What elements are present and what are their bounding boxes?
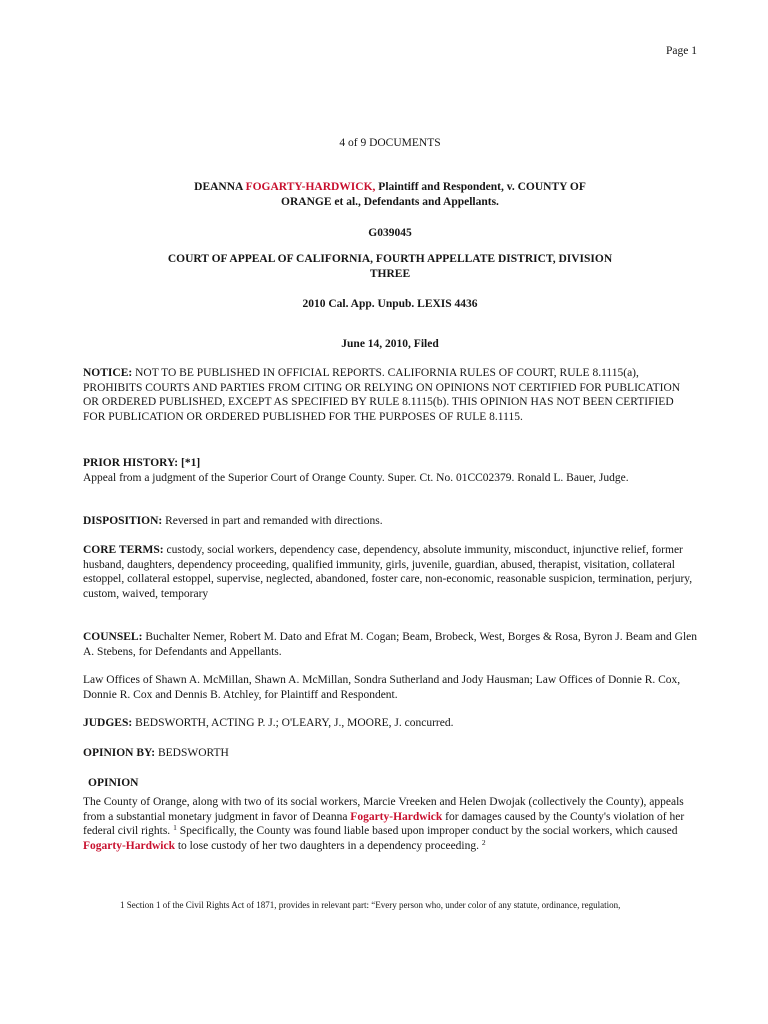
judges-section: [83, 716, 697, 731]
case-title: [83, 180, 697, 209]
counsel-label: COUNSEL:: [83, 631, 143, 643]
prior-history-label: PRIOR HISTORY:: [83, 457, 179, 469]
opinion-text-1: The County of Orange, along with two of its social workers, Marcie Vreeken and Helen Dwojak (collectively the County), appeals from a substantial monetary judgment in favor of Deanna: [83, 796, 684, 823]
prior-history-section: [83, 456, 697, 485]
judges-text: BEDSWORTH, ACTING P. J.; O'LEARY, J., MOORE, J. concurred.: [135, 717, 454, 729]
filed-date: June 14, 2010, Filed: [341, 338, 439, 350]
footnote-1: [120, 900, 686, 912]
notice-label: NOTICE:: [83, 367, 133, 379]
document-counter: 4 of 9 DOCUMENTS: [339, 137, 441, 149]
disposition-text: Reversed in part and remanded with directions.: [165, 515, 383, 527]
opinion-party-highlight-2: Fogarty-Hardwick: [83, 839, 175, 852]
docket-number: G039045: [368, 227, 412, 239]
notice-text: NOT TO BE PUBLISHED IN OFFICIAL REPORTS. CALIFORNIA RULES OF COURT, RULE 8.1115(a), PROHIBITS COURTS AND PARTIES FROM CITING OR RELYING ON OPINIONS NOT CERTIFIED FOR PUBLICATION OR ORDERED PUBLISHED, EXCEPT AS SPECIFIED BY RULE 8.1115(b). THIS OPINION HAS NOT BEEN CERTIFIED FOR PUBLICATION OR ORDERED PUBLISHED FOR THE PURPOSES OF RULE 8.1115.: [83, 367, 681, 423]
core-terms-text: custody, social workers, dependency case, dependency, absolute immunity, misconduct, injunctive relief, former husband, daughters, dependency proceeding, qualified immunity, girls, juvenile, guardian, abused, therapist, visitation, collateral estoppel, collateral estoppel, supervise, neglected, abandoned, foster care, non-economic, reasonable suspicion, termination, perjury, custom, waived, temporary: [83, 544, 693, 600]
prior-history-heading: [83, 456, 697, 471]
core-terms-section: [83, 543, 697, 601]
counsel-paragraph-2: Law Offices of Shawn A. McMillan, Shawn A. McMillan, Sondra Sutherland and Jody Hausman; Law Offices of Donnie R. Cox, Donnie R. Cox and Dennis B. Atchley, for Plaintiff and Respondent.: [83, 674, 681, 701]
disposition-section: [83, 514, 697, 529]
case-title-suffix: Plaintiff and Respondent, v. COUNTY OF ORANGE et al., Defendants and Appellants.: [281, 181, 586, 208]
counsel-section: [83, 630, 697, 659]
opinion-heading: OPINION: [88, 777, 139, 789]
opinion-text-4: to lose custody of her two daughters in a dependency proceeding.: [177, 839, 480, 852]
opinion-by-section: [83, 746, 697, 761]
judges-label: JUDGES:: [83, 717, 133, 729]
footnote-reference-1: 1: [173, 823, 177, 832]
footnote-1-marker: 1: [120, 900, 125, 910]
page-number-label: Page 1: [666, 45, 697, 57]
opinion-text-2: for damages caused by the County's violation of her federal civil rights.: [83, 810, 685, 837]
case-title-party-highlight: FOGARTY-HARDWICK,: [245, 181, 376, 193]
opinion-by-label: OPINION BY:: [83, 747, 156, 759]
counsel-paragraph-1: Buchalter Nemer, Robert M. Dato and Efrat M. Cogan; Beam, Brobeck, West, Borges & Rosa, Byron J. Beam and Glen A. Stebens, for Defendants and Appellants.: [83, 631, 697, 658]
prior-history-text: Appeal from a judgment of the Superior Court of Orange County. Super. Ct. No. 01CC02379. Ronald L. Bauer, Judge.: [83, 471, 629, 484]
core-terms-label: CORE TERMS:: [83, 544, 164, 556]
disposition-label: DISPOSITION:: [83, 515, 163, 527]
footnote-reference-2: 2: [481, 837, 486, 847]
notice-section: [83, 366, 697, 424]
opinion-text-3: Specifically, the County was found liable based upon improper conduct by the social workers, which caused: [179, 825, 678, 837]
footnote-1-text: Section 1 of the Civil Rights Act of 1871, provides in relevant part: “Every person who, under color of any statute, ordinance, regulation,: [126, 900, 621, 910]
case-title-prefix: DEANNA: [194, 181, 243, 193]
lexis-citation: 2010 Cal. App. Unpub. LEXIS 4436: [302, 298, 478, 310]
court-name: [83, 252, 697, 281]
opinion-party-highlight-1: Fogarty-Hardwick: [350, 810, 443, 823]
opinion-paragraph: [83, 795, 697, 853]
opinion-by-text: BEDSWORTH: [157, 747, 229, 759]
court-name-text: COURT OF APPEAL OF CALIFORNIA, FOURTH APPELLATE DISTRICT, DIVISION THREE: [167, 253, 613, 280]
prior-history-page-marker: [*1]: [181, 457, 201, 469]
